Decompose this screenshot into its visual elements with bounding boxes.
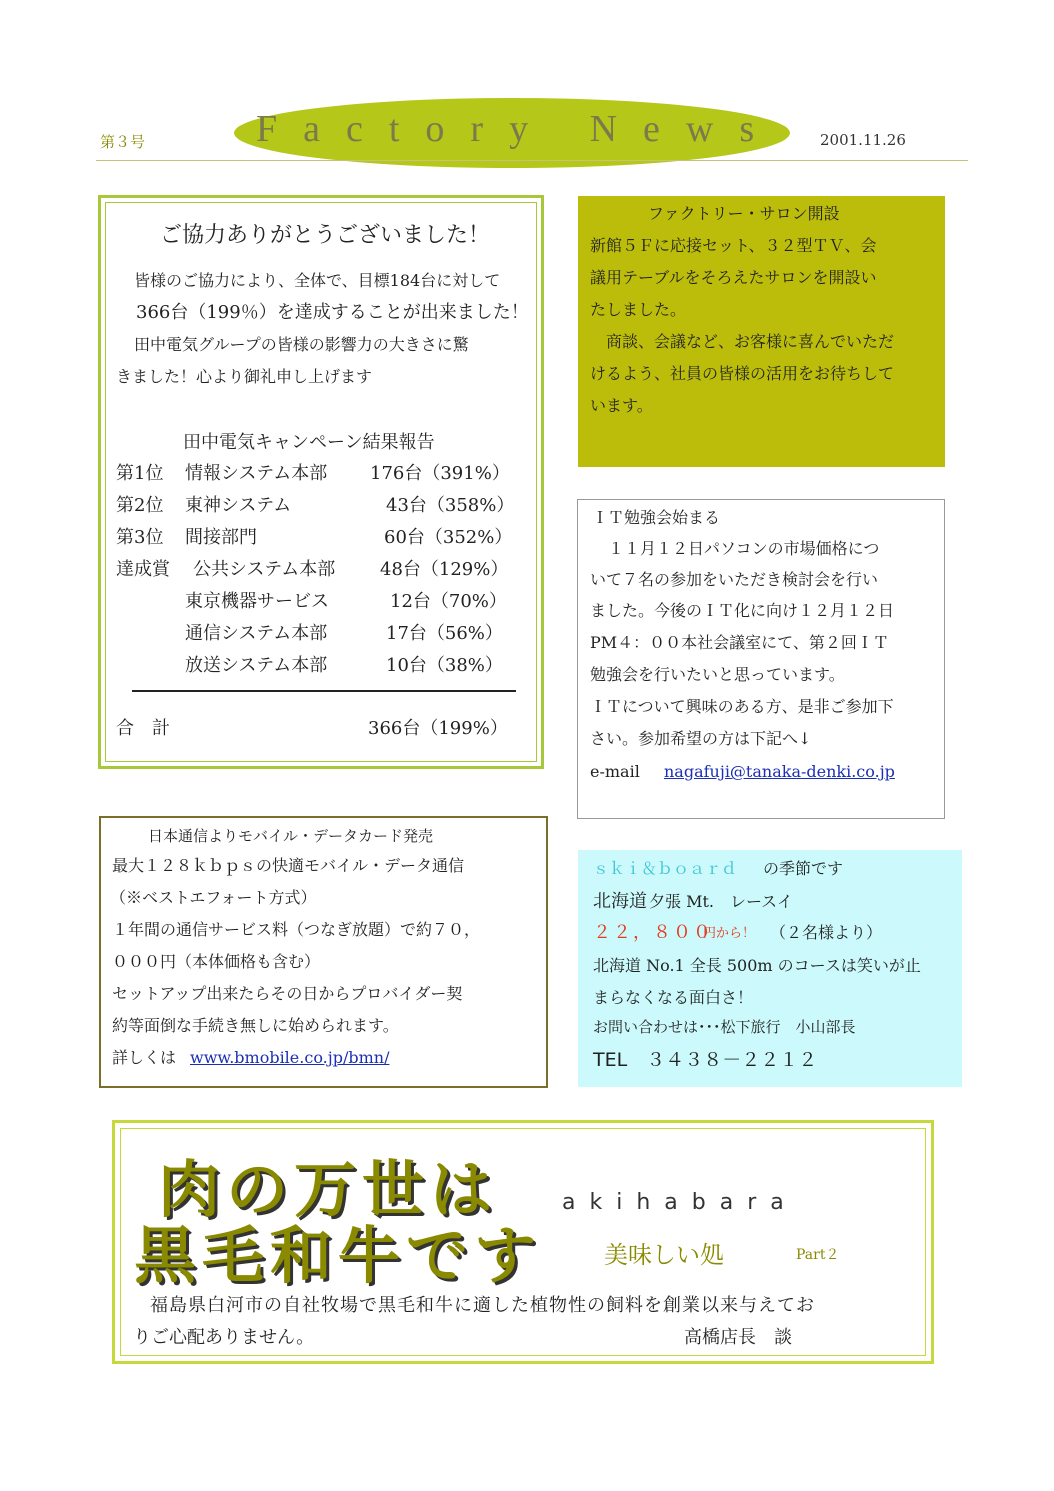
salon-line-3: たしました。 — [590, 300, 687, 319]
ad-signature: 高橋店長 談 — [684, 1327, 792, 1348]
mobile-line-5: セットアップ出来たらその日からプロバイダー契 — [112, 984, 463, 1003]
mobile-details-prefix: 詳しくは — [112, 1048, 177, 1067]
ad-headline-1: 肉の万世は — [158, 1153, 499, 1226]
it-line-5: 勉強会を行いたいと思っています。 — [590, 665, 845, 684]
rank-value: 43台（358%） — [386, 495, 515, 516]
report-title: 田中電気キャンペーン結果報告 — [183, 432, 435, 453]
it-line-4: PM４：００本社会議室にて、第２回ＩＴ — [590, 633, 889, 652]
ski-title-rest: の季節です — [763, 859, 844, 878]
it-title: ＩＴ勉強会始まる — [592, 508, 721, 527]
rank-label: 第1位 — [116, 463, 164, 484]
rank-value: 48台（129%） — [380, 559, 509, 580]
ski-price: ２２，８００ — [593, 922, 713, 943]
thanks-line-3: 田中電気グループの皆様の影響力の大きさに驚 — [134, 335, 469, 354]
header-rule — [96, 160, 968, 161]
it-line-7: さい。参加希望の方は下記へ↓ — [590, 729, 812, 748]
rank-label: 達成賞 — [116, 559, 170, 580]
salon-line-4: 商談、会議など、お客様に喜んでいただ — [606, 332, 895, 351]
thanks-line-1: 皆様のご協力により、全体で、目標184台に対して — [134, 271, 501, 290]
rank-name: 東京機器サービス — [185, 591, 329, 612]
email-link[interactable]: nagafuji@tanaka-denki.co.jp — [664, 762, 895, 781]
issue-number: 第３号 — [100, 133, 146, 151]
it-line-3: ました。今後のＩＴ化に向け１２月１２日 — [590, 601, 895, 620]
mobile-line-4: ０００円（本体価格も含む） — [112, 952, 321, 971]
rank-value: 176台（391%） — [370, 463, 510, 484]
it-line-2: いて７名の参加をいただき検討会を行い — [590, 570, 879, 589]
ski-location-resort: 夕張 Mt. レースイ — [649, 892, 793, 911]
ski-location-region: 北海道 — [593, 891, 647, 912]
rank-name: 情報システム本部 — [185, 463, 328, 484]
total-divider — [132, 690, 516, 692]
ski-price-unit: 円から！ — [703, 926, 756, 941]
mobile-link[interactable]: www.bmobile.co.jp/bmn/ — [190, 1048, 390, 1067]
it-line-6: ＩＴについて興味のある方、是非ご参加下 — [590, 697, 894, 716]
thanks-line-2: 366台（199％）を達成することが出来ました！ — [136, 302, 529, 323]
ad-part: Part２ — [796, 1247, 840, 1263]
mobile-title: 日本通信よりモバイル・データカード発売 — [148, 827, 434, 845]
salon-line-1: 新館５Ｆに応接セット、３２型ＴＶ、会 — [590, 236, 877, 255]
ad-subtitle: 美味しい処 — [604, 1241, 724, 1269]
salon-line-5: けるよう、社員の皆様の活用をお待ちして — [590, 364, 895, 383]
ski-price-note: （２名様より） — [770, 923, 883, 942]
it-line-1: １１月１２日パソコンの市場価格につ — [608, 539, 880, 558]
mobile-line-2: （※ベストエフォート方式） — [110, 888, 317, 907]
ad-body-line-2: りご心配ありません。 — [133, 1327, 315, 1348]
mobile-line-6: 約等面倒な手続き無しに始められます。 — [112, 1016, 399, 1035]
salon-title: ファクトリー・サロン開設 — [648, 204, 840, 223]
email-label: e-mail — [590, 762, 640, 781]
rank-value: 17台（56%） — [386, 623, 503, 644]
issue-date: 2001.11.26 — [820, 131, 906, 149]
rank-label: 第3位 — [116, 527, 164, 548]
salon-line-6: います。 — [590, 396, 653, 415]
newsletter-title: Factory News — [256, 108, 781, 150]
ad-headline-2: 黒毛和牛です — [134, 1219, 543, 1292]
thanks-title: ご協力ありがとうございました！ — [160, 223, 491, 248]
ski-title-colored: ｓｋｉ＆ｂｏａｒｄ — [593, 859, 738, 878]
ski-contact: お問い合わせは･･･松下旅行 小山部長 — [593, 1018, 856, 1036]
rank-label: 第2位 — [116, 495, 164, 516]
rank-name: 東神システム — [185, 495, 292, 516]
rank-name: 公共システム本部 — [193, 559, 336, 580]
rank-value: 10台（38%） — [386, 655, 503, 676]
mobile-line-3: １年間の通信サービス料（つなぎ放題）で約７０， — [112, 920, 481, 939]
mobile-line-1: 最大１２８ｋｂｐｓの快適モバイル・データ通信 — [112, 856, 465, 875]
ad-akihabara: akihabara — [562, 1190, 798, 1215]
total-value: 366台（199%） — [368, 718, 508, 739]
salon-line-2: 議用テーブルをそろえたサロンを開設い — [590, 268, 877, 287]
thanks-line-4: きました！心より御礼申し上げます — [116, 367, 373, 386]
ski-tel: TEL ３４３８－２２１２ — [593, 1049, 818, 1071]
rank-name: 間接部門 — [185, 527, 257, 548]
rank-name: 放送システム本部 — [185, 655, 328, 676]
total-label: 合 計 — [116, 718, 170, 739]
rank-value: 12台（70%） — [390, 591, 507, 612]
rank-name: 通信システム本部 — [185, 623, 328, 644]
rank-value: 60台（352%） — [384, 527, 513, 548]
ski-line-4: 北海道 No.1 全長 500m のコースは笑いが止 — [593, 956, 921, 975]
ad-body-line-1: 福島県白河市の自社牧場で黒毛和牛に適した植物性の飼料を創業以来与えてお — [150, 1295, 815, 1316]
ski-line-5: まらなくなる面白さ！ — [593, 988, 754, 1007]
